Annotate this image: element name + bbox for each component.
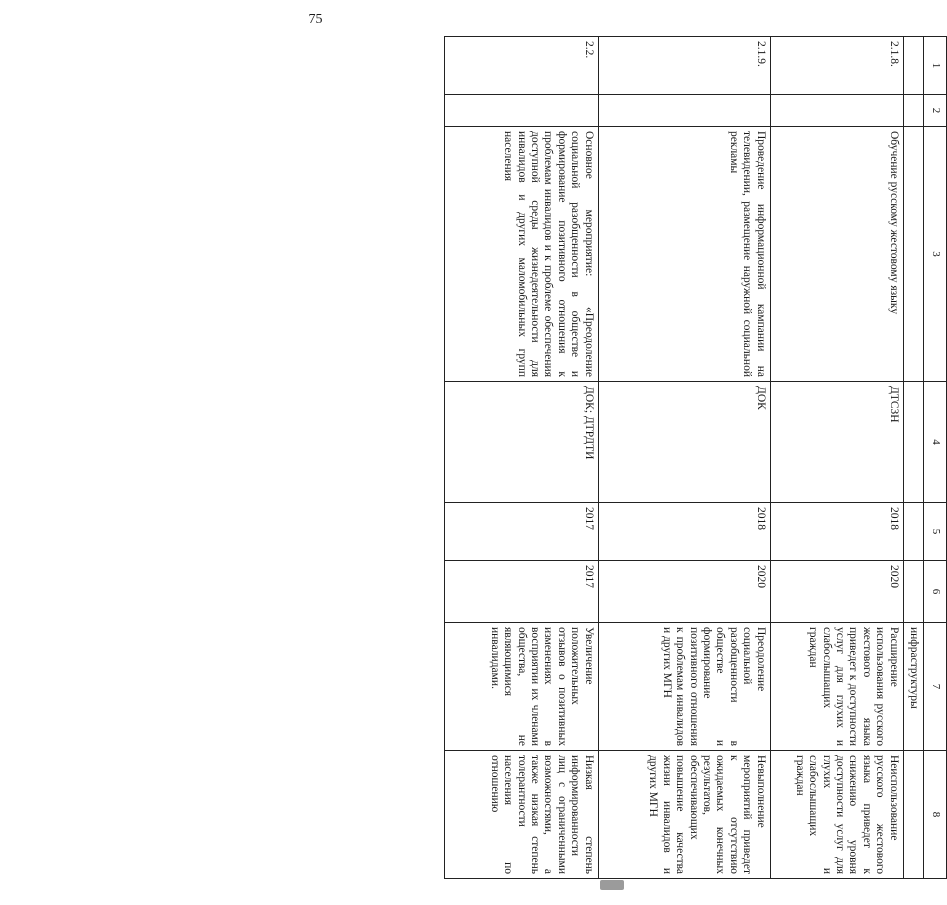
rotated-table-wrapper bbox=[105, 36, 947, 874]
header-row bbox=[924, 37, 947, 879]
col-header-6: 6 bbox=[924, 561, 947, 623]
row-expected-result: Расширение использования русского жестового языка приведет к доступности услуг для глухих и слабослышащих граждан bbox=[770, 623, 903, 751]
cont-cell-5 bbox=[903, 503, 923, 561]
scan-artifact bbox=[600, 880, 624, 890]
row-end-year: 2020 bbox=[770, 561, 903, 623]
row-start-year: 2018 bbox=[770, 503, 903, 561]
row-end-year: 2017 bbox=[445, 561, 599, 623]
cont-cell-6 bbox=[903, 561, 923, 623]
row-executor: ДОК; ДТРДТИ bbox=[445, 382, 599, 503]
row-consequence: Низкая степень информированности лиц с ограниченными возможностями, а также низкая степень толерантности населения по отношению bbox=[445, 751, 599, 879]
row-consequence: Невыполнение мероприятий приведет к отсутствию ожидаемых конечных результатов, обеспечивающих повышение качества жизни инвалидов и других МГН bbox=[598, 751, 770, 879]
row-measure: Проведение информационной кампании на телевидении, размещение наружной социальной рекламы bbox=[598, 127, 770, 382]
col-header-7: 7 bbox=[924, 623, 947, 751]
cont-cell-1 bbox=[903, 37, 923, 95]
cont-cell-4 bbox=[903, 382, 923, 503]
row-end-year: 2020 bbox=[598, 561, 770, 623]
cont-cell-2 bbox=[903, 95, 923, 127]
row-measure: Обучение русскому жестовому языку bbox=[770, 127, 903, 382]
page-number: 75 bbox=[308, 12, 323, 27]
col-header-2: 2 bbox=[924, 95, 947, 127]
table-row bbox=[598, 37, 770, 879]
table-rotation bbox=[444, 36, 947, 878]
continuation-row bbox=[903, 37, 923, 879]
measures-table bbox=[444, 36, 947, 879]
col-header-1: 1 bbox=[924, 37, 947, 95]
row-executor: ДТСЗН bbox=[770, 382, 903, 503]
col-header-8: 8 bbox=[924, 751, 947, 879]
row-number: 2.1.9. bbox=[598, 37, 770, 95]
row-number: 2.1.8. bbox=[770, 37, 903, 95]
row-consequence: Неиспользование русского жестового языка приведет к снижению уровня доступности услуг для глухих и слабослышащих граждан bbox=[770, 751, 903, 879]
cont-cell-7: инфраструктуры bbox=[903, 623, 923, 751]
col-header-5: 5 bbox=[924, 503, 947, 561]
cont-cell-3 bbox=[903, 127, 923, 382]
table-row bbox=[445, 37, 599, 879]
row-col2 bbox=[445, 95, 599, 127]
row-number: 2.2. bbox=[445, 37, 599, 95]
row-col2 bbox=[598, 95, 770, 127]
row-start-year: 2017 bbox=[445, 503, 599, 561]
table-row bbox=[770, 37, 903, 879]
row-expected-result: Преодоление социальной разобщенности в обществе и формирование позитивного отношения к проблемам инвалидов и других МГН bbox=[598, 623, 770, 751]
col-header-4: 4 bbox=[924, 382, 947, 503]
row-col2 bbox=[770, 95, 903, 127]
cont-cell-8 bbox=[903, 751, 923, 879]
col-header-3: 3 bbox=[924, 127, 947, 382]
row-expected-result: Увеличение положительных отзывов о позитивных изменениях в восприятии их членами общества, не являющимися инвалидами. bbox=[445, 623, 599, 751]
row-measure: Основное мероприятие: «Преодоление социальной разобщенности в обществе и формирование позитивного отношения к проблемам инвалидов и к проблеме обеспечения доступной среды жизнедеятельности для инвалидов и других маломобильных групп населения bbox=[445, 127, 599, 382]
row-start-year: 2018 bbox=[598, 503, 770, 561]
row-executor: ДОК bbox=[598, 382, 770, 503]
